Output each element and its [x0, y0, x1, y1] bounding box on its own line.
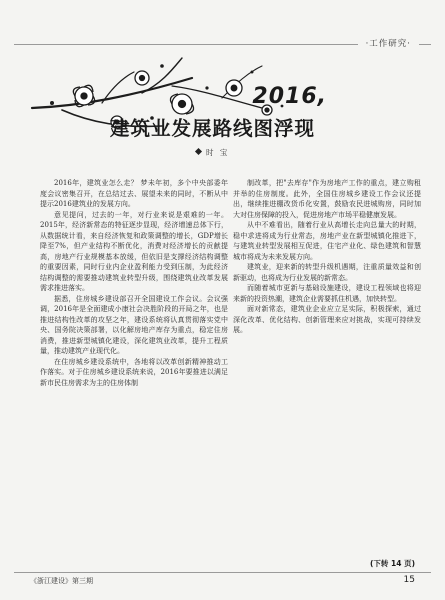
paragraph: 在住房城乡建设系统中，各地将以改革创新精神推动工作落实。对于住房城乡建设系统来说，2016年要推进以满足新市民住房需求为主的住房体制	[40, 357, 228, 387]
footer-rule	[14, 572, 431, 573]
continued-note: (下转 14 页)	[369, 559, 415, 568]
paragraph: 建筑业，迎来新的转型升级机遇期，注重质量效益和创新驱动，也将成为行业发展的新常态。	[233, 263, 421, 282]
paragraph: 面对新常态，建筑业企业应立足实际，积极探索，通过深化改革、优化结构、创新管理来应对挑战，实现可持续发展。	[233, 305, 421, 334]
article-title: 建筑业发展路线图浮现	[110, 117, 316, 140]
paragraph: 2016年，建筑业怎么走？ 梦未年初，多个中央部委年度会议密集召开，在总结过去、展望未来的同时，不断从中提示2016建筑业的发展方向。	[40, 179, 228, 208]
paragraph: 从中不难看出，随着行业从高增长走向总量大的时期，稳中求进将成为行业常态，房地产业在新型城镇化推进下，与建筑业转型发展相互促进，住宅产业化、绿色建筑和智慧城市将成为未来发展方向。	[233, 221, 421, 261]
author-name: 时 宝	[206, 148, 230, 157]
paragraph: 意见提问，过去的一年，对行业来说是艰难的一年。2015年，经济新常态的特征逐步显现，经济增速总体下行，从数据统计看，来自经济恢复和政策调整的增长，GDP增长降至7%，但产业结构不断优化，消费对经济增长的贡献提高，房地产行业规模基本放缓，但依旧是支撑经济结构调整的重要因素，同时行业内企业盈利能力受到压制，为此经济结构调整的需要推动建筑业转型升级，围绕建筑业改革发展需求推进落实。	[40, 210, 228, 292]
journal-name: 《浙江建设》第三期	[30, 577, 93, 585]
body-column-right	[233, 178, 421, 336]
diamond-bullet-icon	[195, 148, 202, 155]
page-number: 15	[403, 575, 415, 585]
section-tag: ·工作研究·	[358, 35, 419, 51]
article-byline	[196, 147, 229, 158]
body-column-left	[40, 178, 228, 388]
article-title-year: 2016,	[252, 84, 327, 109]
paragraph: 据悉，住房城乡建设部召开全国建设工作会议。会议强调，2016年是全面建成小康社会决胜阶段的开局之年，也是推进结构性改革的攻坚之年，建设系统将认真贯彻落实党中央、国务院决策部署，以化解房地产库存为重点，稳定住房消费，推进新型城镇化建设，深化建筑业改革，提升工程质量，推动建筑产业现代化。	[40, 294, 228, 355]
paragraph: 制改革，把"去库存"作为房地产工作的重点，建立购租并举的住房制度。此外，全国住房城乡建设工作会议还提出，继续推进棚改货币化安置，鼓励农民进城购房，同时加大对住房保障的投入，促进房地产市场平稳健康发展。	[233, 179, 421, 219]
paragraph: 而随着城市更新与基础设施建设，建设工程领域也将迎来新的投资热潮，建筑企业需要抓住机遇，加快转型。	[233, 284, 421, 303]
